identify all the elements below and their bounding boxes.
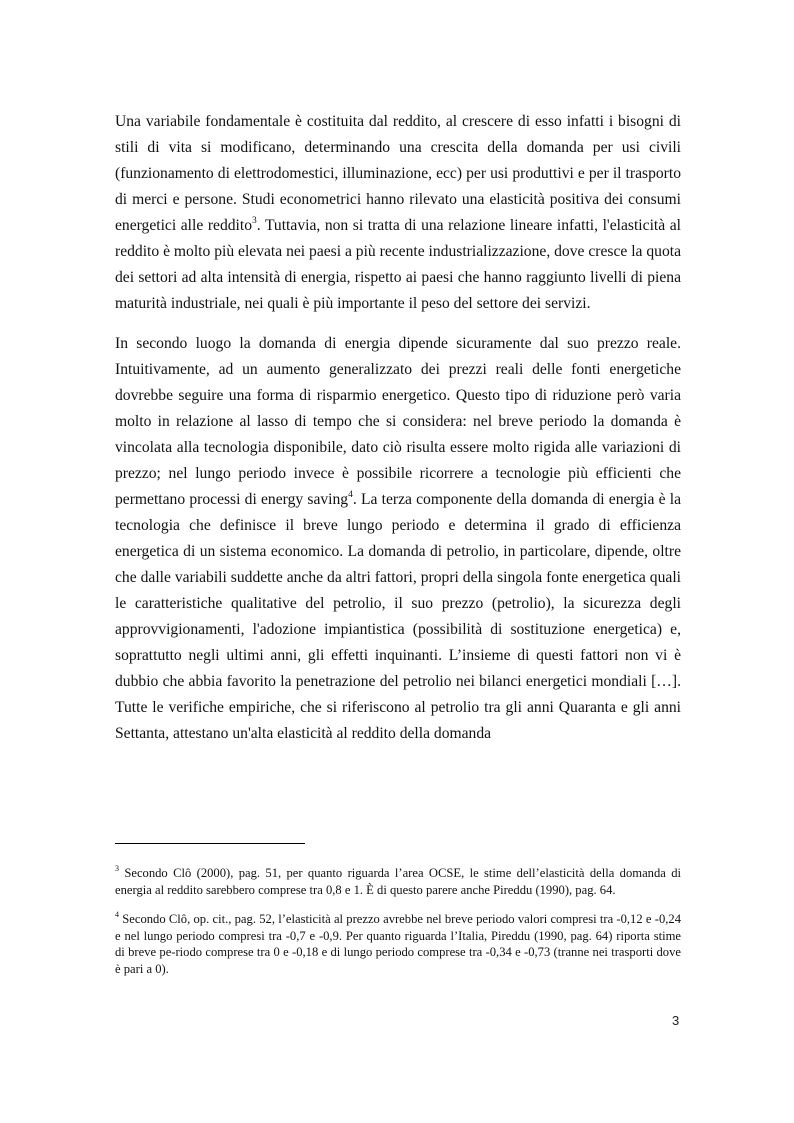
footnote-text: Secondo Clô, op. cit., pag. 52, l’elasticità al prezzo avrebbe nel breve periodo valori compresi tra -0,12 e -0,24 e nel lungo periodo compresi tra -0,7 e -0,9. Per quanto riguarda l’Italia, Pireddu (1990, pag. 64) riporta stime di breve pe-riodo comprese tra 0 e -0,18 e di lungo periodo comprese tra -0,34 e -0,73 (tranne nei trasporti dove è pari a 0). (115, 912, 681, 976)
paragraph-income (115, 109, 681, 317)
paragraph-text: In secondo luogo la domanda di energia dipende sicuramente dal suo prezzo reale. Intuitivamente, ad un aumento generalizzato dei prezzi reali delle fonti energetiche dovrebbe seguire una forma di risparmio energetico. Questo tipo di riduzione però varia molto in relazione al lasso di tempo che si considera: nel breve periodo la domanda è vincolata alla tecnologia disponibile, dato ciò risulta essere molto rigida alle variazioni di prezzo; nel lungo periodo invece è possibile ricorrere a tecnologie più efficienti che permettano processi di energy saving (115, 335, 681, 508)
page-number: 3 (672, 1013, 680, 1028)
main-text (115, 109, 681, 747)
footnote-3 (115, 865, 681, 898)
paragraph-text: . Tuttavia, non si tratta di una relazione lineare infatti, l'elasticità al reddito è molto più elevata nei paesi a più recente industrializzazione, dove cresce la quota dei settori ad alta intensità di energia, rispetto ai paesi che hanno raggiunto livelli di piena maturità industriale, nei quali è più importante il peso del settore dei servizi. (115, 217, 681, 312)
paragraph-text: . La terza componente della domanda di energia è la tecnologia che definisce il breve lungo periodo e determina il grado di efficienza energetica di un sistema economico. La domanda di petrolio, in particolare, dipende, oltre che dalle variabili suddette anche da altri fattori, propri della singola fonte energetica quali le caratteristiche qualitative del petrolio, il suo prezzo (petrolio), la sicurezza degli approvvigionamenti, l'adozione impiantistica (possibilità di sostituzione energetica) e, soprattutto negli ultimi anni, gli effetti inquinanti. L’insieme di questi fattori non vi è dubbio che abbia favorito la penetrazione del petrolio nei bilanci energetici mondiali […]. Tutte le verifiche empiriche, che si riferiscono al petrolio tra gli anni Quaranta e gli anni Settanta, attestano un'alta elasticità al reddito della domanda (115, 491, 681, 742)
footnote-text: Secondo Clô (2000), pag. 51, per quanto riguarda l’area OCSE, le stime dell’elasticità della domanda di energia al reddito sarebbero comprese tra 0,8 e 1. È di questo parere anche Pireddu (1990), pag. 64. (115, 866, 681, 897)
footnote-number: 3 (115, 863, 119, 873)
footnote-4 (115, 911, 681, 977)
footnote-separator (115, 843, 305, 844)
paragraph-text: Una variabile fondamentale è costituita dal reddito, al crescere di esso infatti i bisogni di stili di vita si modificano, determinando una crescita della domanda per usi civili (funzionamento di elettrodomestici, illuminazione, ecc) per usi produttivi e per il trasporto di merci e persone. Studi econometrici hanno rilevato una elasticità positiva dei consumi energetici alle reddito (115, 113, 681, 234)
paragraph-price (115, 331, 681, 747)
footnote-reference: 3 (252, 215, 257, 226)
footnote-number: 4 (115, 909, 119, 919)
footnote-reference: 4 (348, 489, 353, 500)
